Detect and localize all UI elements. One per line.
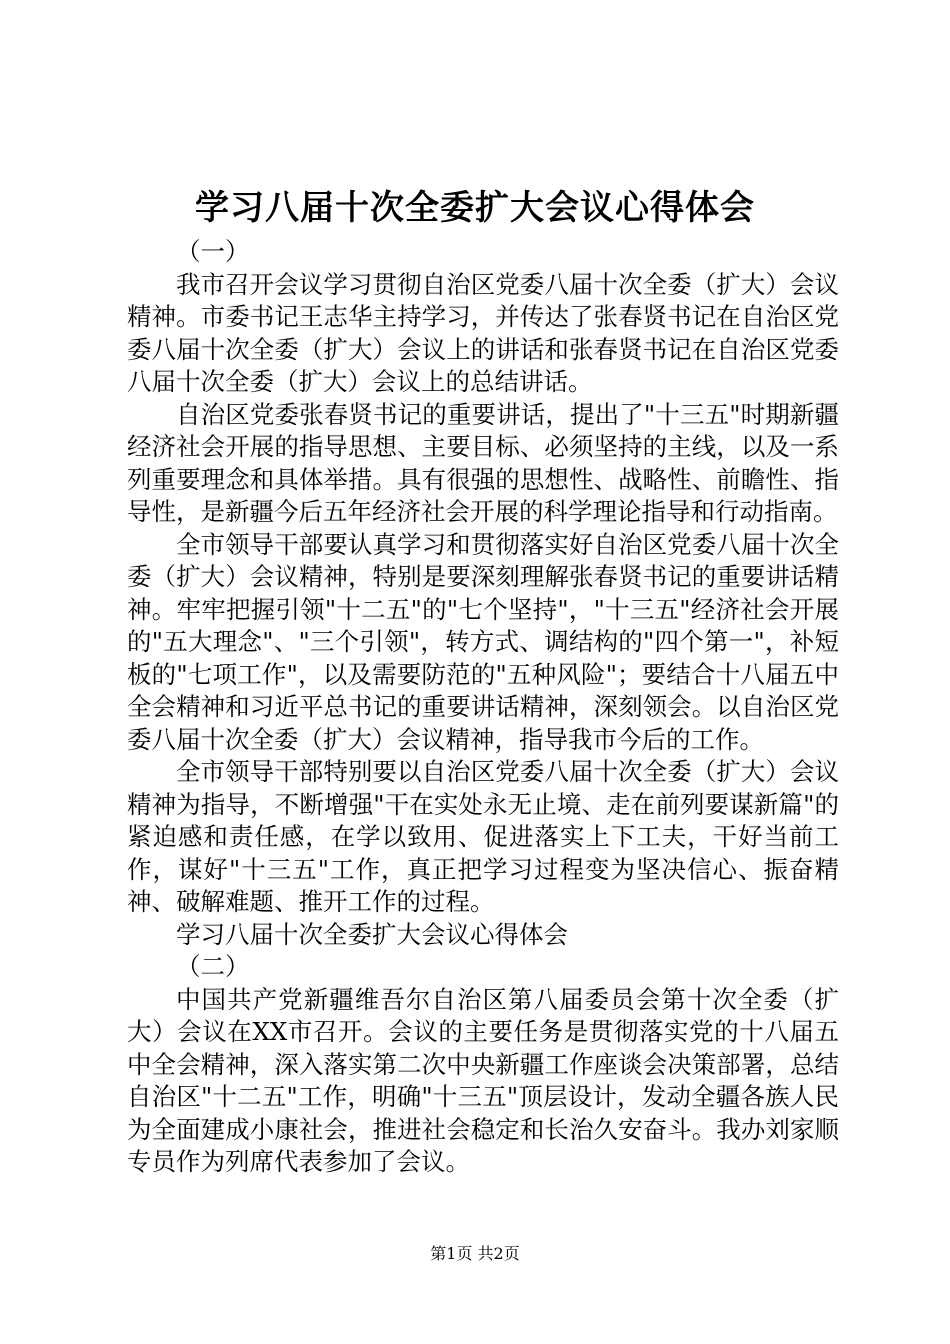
document-body: [127, 236, 839, 1179]
document-title: 学习八届十次全委扩大会议心得体会: [195, 188, 755, 228]
paragraph: 自治区党委张春贤书记的重要讲话，提出了"十三五"时期新疆经济社会开展的指导思想、主要目标、必须坚持的主线，以及一系列重要理念和具体举措。具有很强的思想性、战略性、前瞻性、指导性，是新疆今后五年经济社会开展的科学理论指导和行动指南。: [127, 399, 839, 526]
repeated-title: 学习八届十次全委扩大会议心得体会: [176, 919, 568, 949]
paragraph: 全市领导干部特别要以自治区党委八届十次全委（扩大）会议精神为指导，不断增强"干在实处永无止境、走在前列要谋新篇"的紧迫感和责任感，在学以致用、促进落实上下工夫，干好当前工作，谋好"十三五"工作，真正把学习过程变为坚决信心、振奋精神、破解难题、推开工作的过程。: [127, 757, 839, 916]
section-heading-2: （二）: [176, 952, 250, 981]
paragraph: 全市领导干部要认真学习和贯彻落实好自治区党委八届十次全委（扩大）会议精神，特别是要深刻理解张春贤书记的重要讲话精神。牢牢把握引领"十二五"的"七个坚持"，"十三五"经济社会开展的"五大理念"、"三个引领"，转方式、调结构的"四个第一"，补短板的"七项工作"，以及需要防范的"五种风险"；要结合十八届五中全会精神和习近平总书记的重要讲话精神，深刻领会。以自治区党委八届十次全委（扩大）会议精神，指导我市今后的工作。: [127, 529, 839, 754]
paragraph: 我市召开会议学习贯彻自治区党委八届十次全委（扩大）会议精神。市委书记王志华主持学习，并传达了张春贤书记在自治区党委八届十次全委（扩大）会议上的讲话和张春贤书记在自治区党委八届十次全委（扩大）会议上的总结讲话。: [127, 269, 839, 396]
page-number-footer: 第1页 共2页: [430, 1244, 520, 1263]
section-heading-1: （一）: [176, 237, 250, 266]
paragraph: 中国共产党新疆维吾尔自治区第八届委员会第十次全委（扩大）会议在XX市召开。会议的主要任务是贯彻落实党的十八届五中全会精神，深入落实第二次中央新疆工作座谈会决策部署，总结自治区"十二五"工作，明确"十三五"顶层设计，发动全疆各族人民为全面建成小康社会，推进社会稳定和长治久安奋斗。我办刘家顺专员作为列席代表参加了会议。: [127, 984, 839, 1176]
